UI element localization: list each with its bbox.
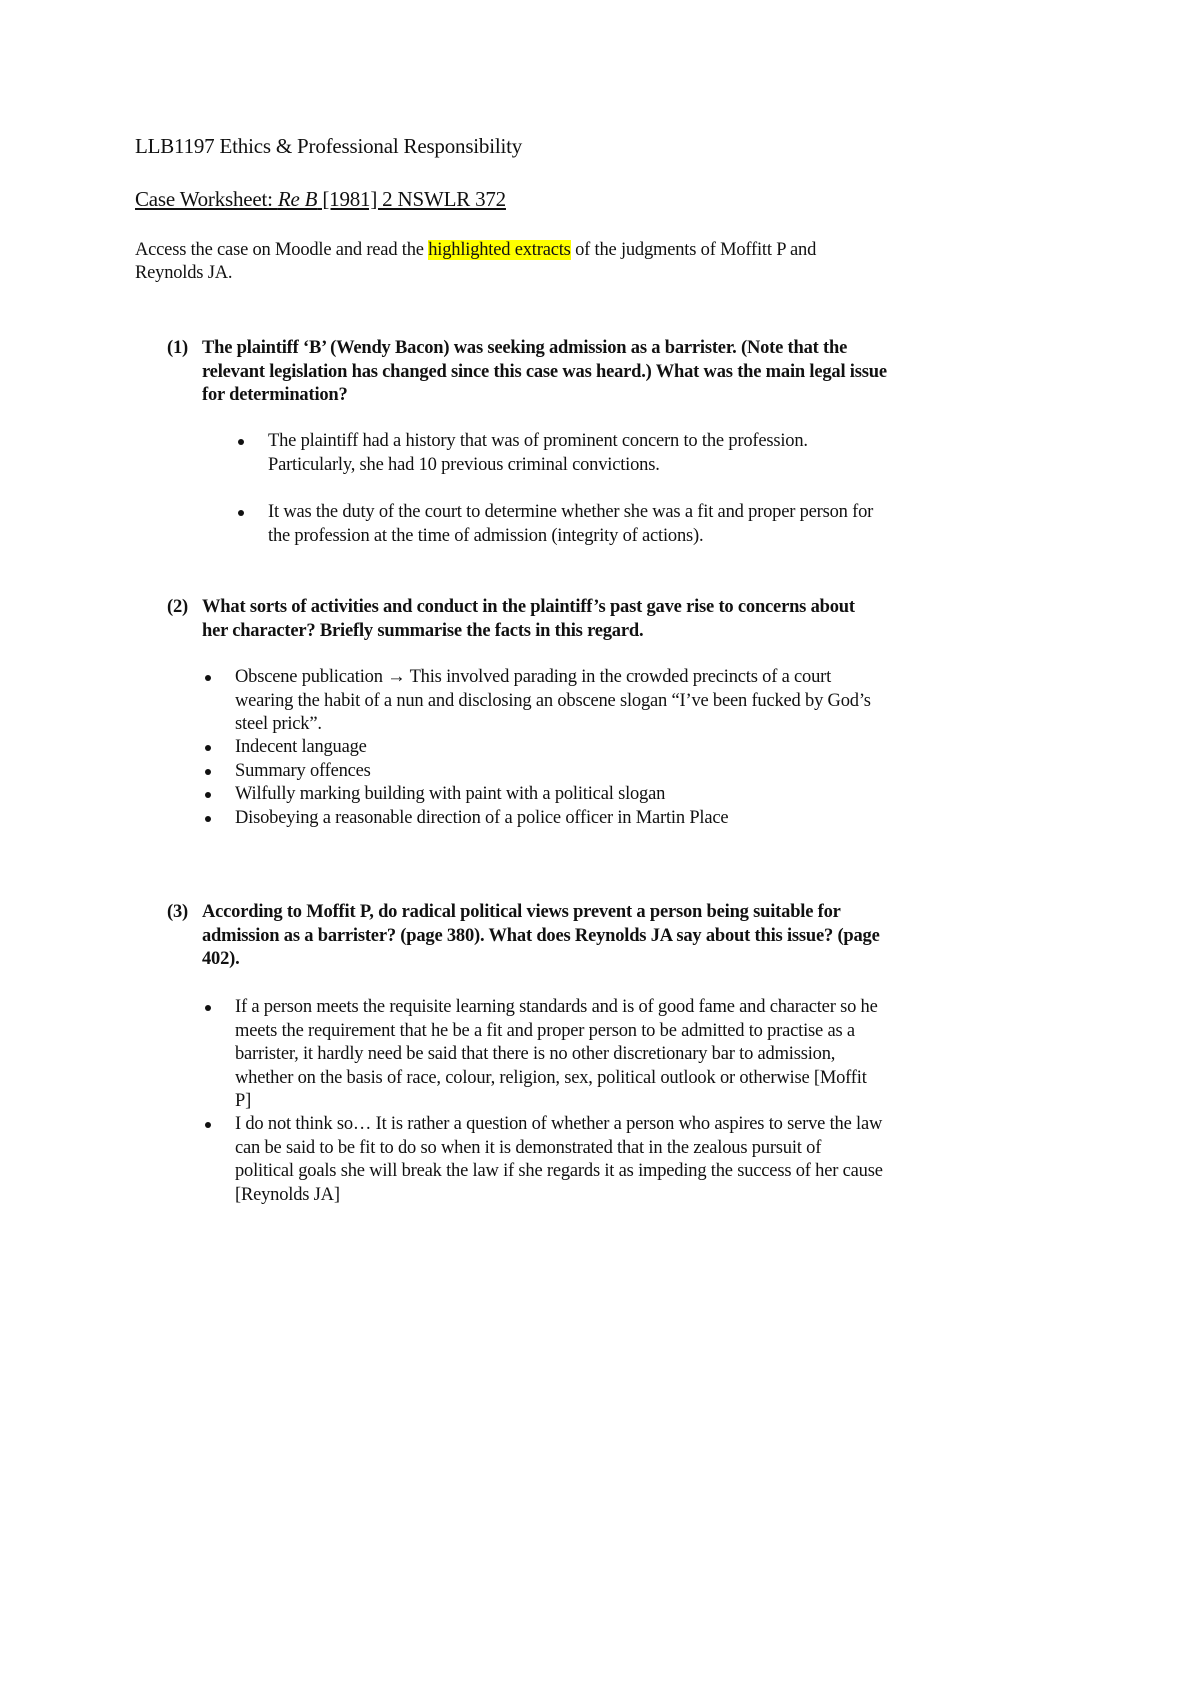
answer-text-line: whether on the basis of race, colour, religion, sex, political outlook or otherwise [Moffit [235,1067,867,1088]
answer-text-line: I do not think so… It is rather a question of whether a person who aspires to serve the law [235,1114,883,1134]
bullet-icon [205,769,211,775]
intro-line-2: Reynolds JA. [135,263,233,283]
bullet-icon [205,1005,211,1011]
answer-text-line: steel prick”. [235,714,322,735]
answer-text-line: Particularly, she had 10 previous criminal convictions. [268,454,660,475]
answer-text-line: [Reynolds JA] [235,1184,340,1205]
answer-text-line: Disobeying a reasonable direction of a police officer in Martin Place [235,808,729,828]
answer-text-line: P] [235,1091,252,1112]
answer-text-line: If a person meets the requisite learning standards and is of good fame and character so he [235,997,878,1017]
document-title: LLB1197 Ethics & Professional Responsibility [135,134,523,158]
question-number: (1) [167,338,188,358]
question-text-line: According to Moffit P, do radical political views prevent a person being suitable for [202,902,841,922]
answer-text-line: Summary offences [235,761,371,781]
answer-text-line: the profession at the time of admission (integrity of actions). [268,525,704,546]
answer-text-line: can be said to be fit to do so when it is demonstrated that in the zealous pursuit of [235,1137,822,1158]
bullet-icon [238,510,244,516]
question-number: (2) [167,597,188,617]
answer-text-line: meets the requirement that he be a fit and proper person to be admitted to practise as a [235,1020,855,1041]
bullet-icon [205,816,211,822]
intro-line-1 [135,238,816,262]
bullet-icon [205,675,211,681]
answer-text-line: Indecent language [235,737,367,757]
answer-text-line: political goals she will break the law if she regards it as impeding the success of her cause [235,1161,883,1182]
answer-text-line: barrister, it hardly need be said that there is no other discretionary bar to admission, [235,1044,836,1065]
answer-text-line: wearing the habit of a nun and disclosing an obscene slogan “I’ve been fucked by God’s [235,690,871,711]
question-text-line: for determination? [202,385,348,406]
case-citation: [1981] 2 NSWLR 372 [317,187,506,211]
case-name: Re B [277,187,318,211]
answer-text-line: It was the duty of the court to determine whether she was a fit and proper person for [268,502,874,522]
bullet-icon [205,1122,211,1128]
worksheet-prefix: Case Worksheet: [135,187,278,211]
bullet-icon [205,745,211,751]
answer-text-line: Obscene publication → This involved parading in the crowded precincts of a court [235,667,832,687]
question-text-line: What sorts of activities and conduct in the plaintiff’s past gave rise to concerns about [202,597,855,617]
intro-text-after: of the judgments of Moffitt P and [570,240,817,260]
bullet-icon [238,439,244,445]
highlighted-text: highlighted extracts [428,240,571,260]
bullet-icon [205,792,211,798]
worksheet-heading [135,187,506,211]
intro-text: Access the case on Moodle and read the [135,240,429,260]
question-text-line: The plaintiff ‘B’ (Wendy Bacon) was seeking admission as a barrister. (Note that the [202,338,848,358]
answer-text-line: Wilfully marking building with paint with a political slogan [235,784,666,804]
question-text-line: relevant legislation has changed since this case was heard.) What was the main legal issue [202,361,887,382]
question-text-line: her character? Briefly summarise the facts in this regard. [202,620,644,641]
question-text-line: 402). [202,949,240,970]
answer-text-line: The plaintiff had a history that was of prominent concern to the profession. [268,431,808,451]
question-text-line: admission as a barrister? (page 380). What does Reynolds JA say about this issue? (page [202,925,880,946]
question-number: (3) [167,902,188,922]
